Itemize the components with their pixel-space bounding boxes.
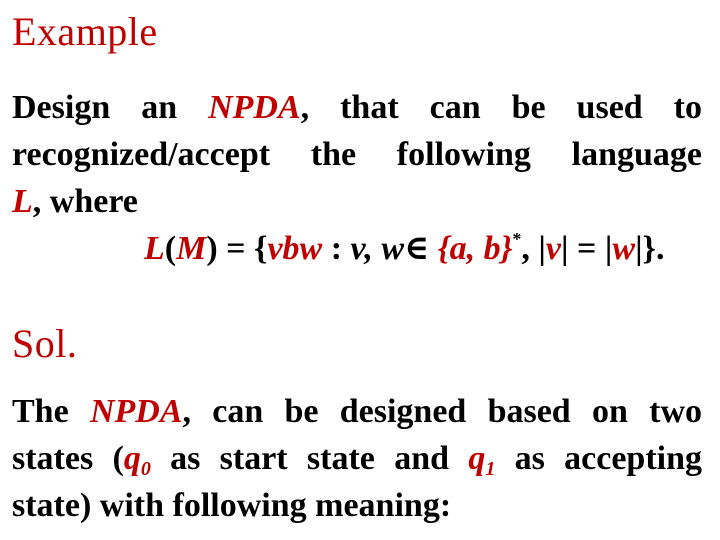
formula-w: w <box>612 230 636 267</box>
state-q0-subscript: 0 <box>140 458 151 480</box>
language-definition-formula <box>12 225 702 272</box>
answer-line-2 <box>12 435 702 482</box>
question-text: , that can be used to <box>300 89 702 126</box>
answer-text: states ( <box>12 440 124 477</box>
state-q0 <box>123 440 151 480</box>
formula-text: | = | <box>561 230 613 267</box>
formula-text: : <box>322 230 351 267</box>
state-q1-letter: q <box>468 440 486 477</box>
formula-text: , | <box>521 230 546 267</box>
question-paragraph <box>12 84 702 272</box>
slide-title: Example <box>12 9 158 54</box>
element-of-symbol: ∈ <box>404 230 430 267</box>
answer-text: as start state and <box>150 440 469 477</box>
state-q0-letter: q <box>123 440 141 477</box>
formula-L: L <box>144 230 165 267</box>
state-q1 <box>468 440 496 480</box>
question-line-1 <box>12 84 702 131</box>
formula-text: ) = { <box>206 230 268 267</box>
state-q1-subscript: 1 <box>485 458 496 480</box>
language-symbol: L <box>12 183 33 220</box>
formula-text: |}. <box>635 230 665 267</box>
answer-text: as accepting <box>495 440 703 477</box>
solution-label: Sol. <box>12 321 78 366</box>
answer-text: , can be designed based on two <box>182 393 702 430</box>
formula-vbw: vbw <box>267 230 323 267</box>
question-line-3 <box>12 178 702 225</box>
npda-term: NPDA <box>89 393 183 430</box>
answer-paragraph <box>12 388 702 529</box>
question-line-2: recognized/accept the following language <box>12 136 702 173</box>
question-text: , where <box>32 183 138 220</box>
npda-term: NPDA <box>208 89 301 126</box>
formula-vars: v, w <box>350 230 405 267</box>
kleene-star: * <box>512 229 522 249</box>
answer-line-3: state) with following meaning: <box>12 487 452 524</box>
question-text: Design an <box>12 89 178 126</box>
answer-text: The <box>12 393 69 430</box>
formula-M: M <box>176 230 207 267</box>
formula-alphabet-set: {a, b} <box>437 230 513 267</box>
formula-text: ( <box>164 230 177 267</box>
answer-line-1 <box>12 388 702 435</box>
formula-v: v <box>545 230 562 267</box>
